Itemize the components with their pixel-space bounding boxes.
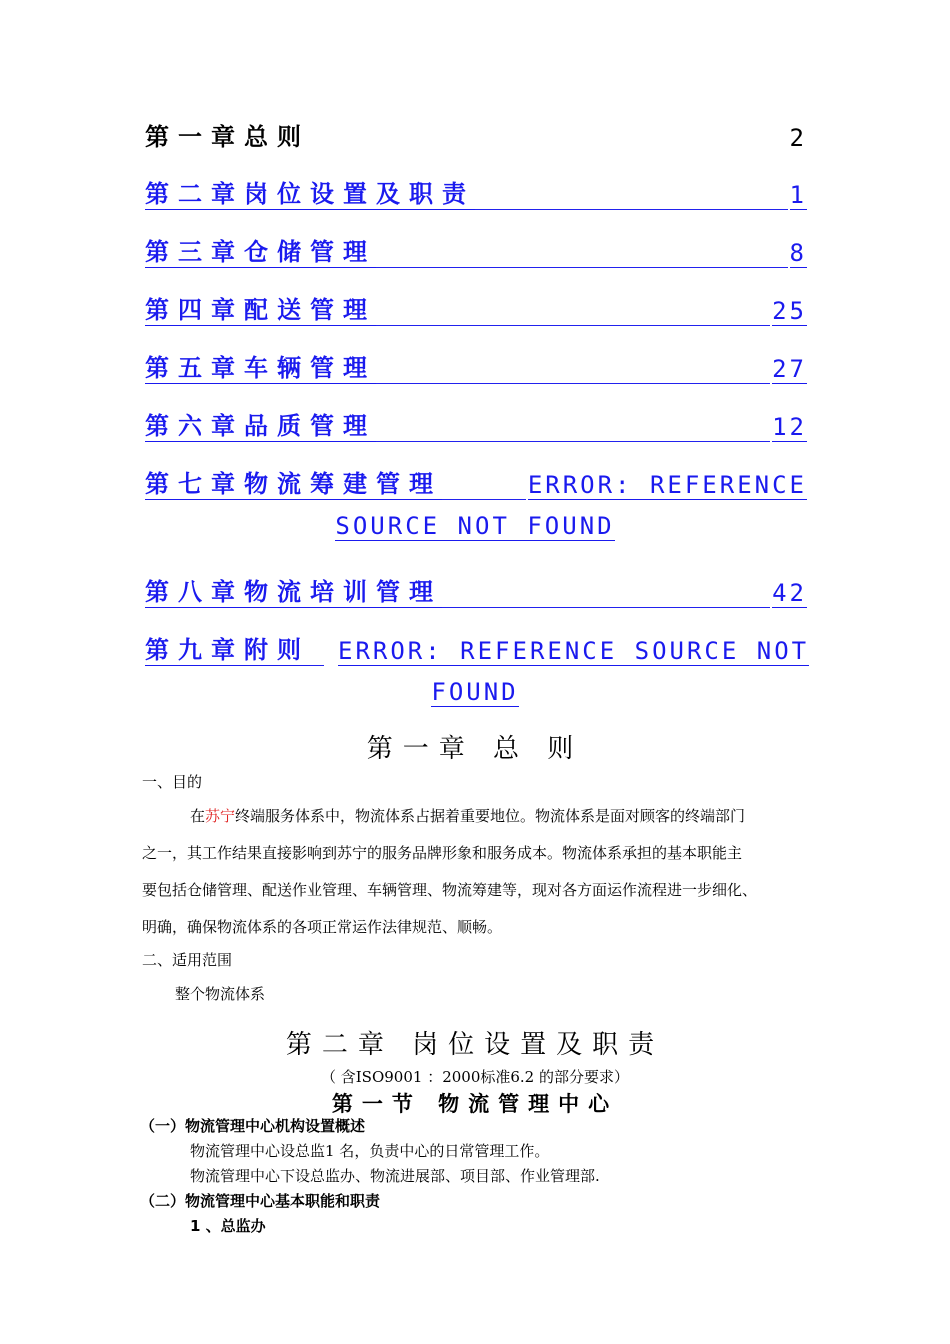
toc-entry-chapter-5[interactable] xyxy=(145,344,807,384)
toc-entry-chapter-3[interactable] xyxy=(145,228,807,268)
item-1-line: 物流管理中心下设总监办、物流进展部、项目部、作业管理部. xyxy=(190,1167,600,1185)
toc-leader xyxy=(376,433,770,442)
toc-leader xyxy=(376,259,788,268)
toc-entry-chapter-8[interactable] xyxy=(145,568,807,608)
item-2-subtitle: 1 、总监办 xyxy=(190,1217,266,1235)
toc-page[interactable]: 27 xyxy=(772,355,807,383)
toc-page[interactable]: ERROR: REFERENCE xyxy=(527,471,807,499)
toc-leader xyxy=(376,317,770,326)
chapter-1-heading: 第一章 总 则 xyxy=(366,734,584,764)
toc-entry-chapter-6[interactable] xyxy=(145,402,807,442)
section-scope-text: 整个物流体系 xyxy=(175,985,266,1003)
toc-title: 第一章总则 xyxy=(145,123,310,151)
toc-title[interactable]: 第五章车辆管理 xyxy=(145,348,376,384)
chapter-2-subheading: （ 含ISO9001 ：2000标准6.2 的部分要求） xyxy=(320,1068,629,1086)
chapter-2-heading: 第二章 岗位设置及职责 xyxy=(285,1030,665,1060)
paragraph-line: 要包括仓储管理、配送作业管理、车辆管理、物流筹建等，现对各方面运作流程进一步细化、 xyxy=(142,881,758,899)
toc-title[interactable]: 第九章附则 xyxy=(145,630,310,666)
toc-title[interactable]: 第二章岗位设置及职责 xyxy=(145,174,475,210)
toc-title[interactable]: 第八章物流培训管理 xyxy=(145,572,442,608)
toc-leader xyxy=(310,144,788,152)
toc-page[interactable]: 12 xyxy=(772,413,807,441)
item-1-line: 物流管理中心设总监1 名，负责中心的日常管理工作。 xyxy=(190,1142,550,1160)
toc-page[interactable]: 25 xyxy=(772,297,807,325)
toc-page[interactable]: ERROR: REFERENCE SOURCE NOT xyxy=(338,637,810,665)
toc-leader xyxy=(442,491,526,500)
toc-entry-chapter-9-continuation[interactable] xyxy=(0,678,950,706)
text-fragment: 在 xyxy=(190,807,206,825)
toc-title[interactable]: 第三章仓储管理 xyxy=(145,232,376,268)
toc-entry-chapter-7[interactable] xyxy=(145,460,807,500)
paragraph-line xyxy=(190,806,745,826)
toc-page[interactable]: 8 xyxy=(789,239,807,267)
text-fragment: 终端服务体系中，物流体系占据着重要地位。物流体系是面对顾客的终端部门 xyxy=(235,807,746,825)
toc-title[interactable]: 第六章品质管理 xyxy=(145,406,376,442)
toc-entry-chapter-2[interactable] xyxy=(145,170,807,210)
item-1-title: （一）物流管理中心机构设置概述 xyxy=(140,1117,366,1135)
item-2-title: （二）物流管理中心基本职能和职责 xyxy=(140,1192,381,1210)
toc-entry-chapter-1 xyxy=(145,112,807,152)
toc-entry-chapter-4[interactable] xyxy=(145,286,807,326)
toc-page[interactable]: 1 xyxy=(789,181,807,209)
toc-page-continuation[interactable]: FOUND xyxy=(431,678,519,706)
toc-page[interactable]: 42 xyxy=(772,579,807,607)
toc-page: 2 xyxy=(789,124,807,152)
section-purpose-title: 一、目的 xyxy=(142,773,203,791)
toc-entry-chapter-9[interactable] xyxy=(145,626,810,666)
toc-leader xyxy=(442,599,770,608)
toc-page-continuation[interactable]: SOURCE NOT FOUND xyxy=(335,512,615,540)
section-heading: 第一节 物流管理中心 xyxy=(331,1092,619,1116)
highlighted-text: 苏宁 xyxy=(205,807,236,825)
toc-leader xyxy=(376,375,770,384)
toc-leader xyxy=(475,201,788,210)
toc-title[interactable]: 第四章配送管理 xyxy=(145,290,376,326)
paragraph-line: 之一，其工作结果直接影响到苏宁的服务品牌形象和服务成本。物流体系承担的基本职能主 xyxy=(142,844,743,862)
toc-title[interactable]: 第七章物流筹建管理 xyxy=(145,464,442,500)
toc-entry-chapter-7-continuation[interactable] xyxy=(0,512,950,540)
toc-leader xyxy=(310,657,324,666)
section-scope-title: 二、适用范围 xyxy=(142,951,233,969)
paragraph-line: 明确，确保物流体系的各项正常运作法律规范、顺畅。 xyxy=(142,918,503,936)
